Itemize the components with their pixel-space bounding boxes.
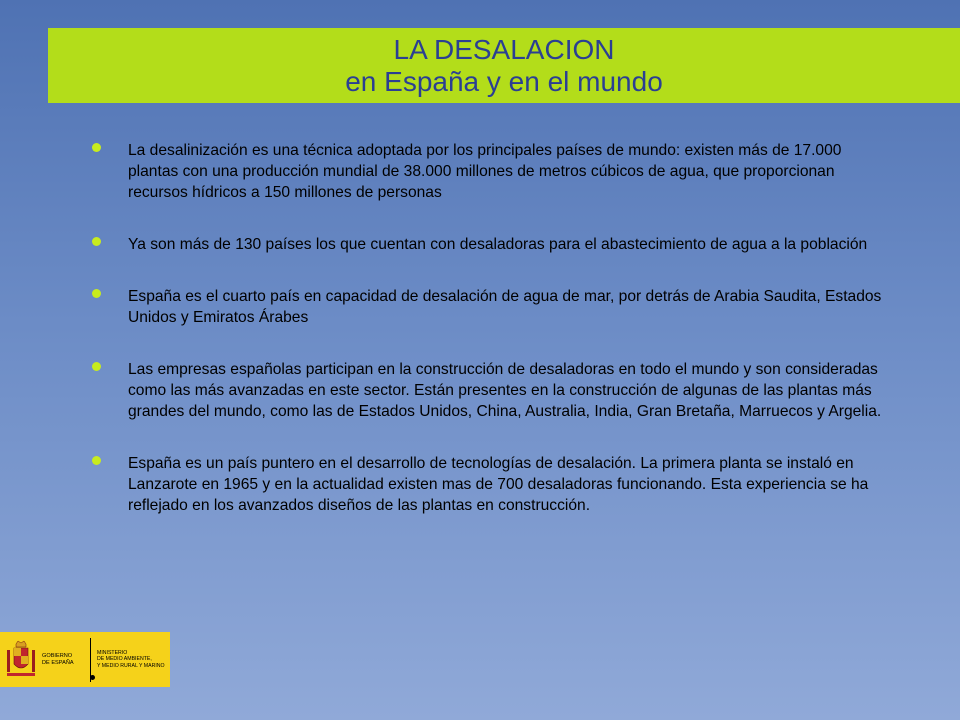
bullet-dot-icon [90, 675, 95, 680]
bullet-text: España es un país puntero en el desarrollo de tecnologías de desalación. La primera planta se instaló en Lanzarote en 1965 y en la actualidad existen mas de 700 desaladoras funcionando. Esta experiencia se ha reflejado en los avanzados diseños de las plantas en construcción. [128, 455, 869, 514]
ministry-logo [0, 632, 170, 687]
bullet-dot-icon [92, 289, 101, 298]
bullet-text: España es el cuarto país en capacidad de desalación de agua de mar, por detrás de Arabia Saudita, Estados Unidos y Emiratos Árabes [128, 288, 882, 326]
bullet-item [90, 286, 890, 328]
bullet-item [90, 234, 890, 255]
slide-title: LA DESALACION [393, 34, 615, 66]
ministerio-label: MINISTERIO DE MEDIO AMBIENTE, Y MEDIO RURAL Y MARINO [97, 649, 165, 669]
bullet-item [90, 453, 890, 516]
bullet-text: Ya son más de 130 países los que cuentan con desaladoras para el abastecimiento de agua a la población [128, 236, 868, 253]
bullet-list [90, 140, 890, 547]
bullet-text: Las empresas españolas participan en la construcción de desaladoras en todo el mundo y son consideradas como las más avanzadas en este sector. Están presentes en la construcción de algunas de las plantas más grandes del mundo, como las de Estados Unidos, China, Australia, India, Gran Bretaña, Marruecos y Argelia. [128, 361, 882, 420]
bullet-dot-icon [92, 456, 101, 465]
bullet-dot-icon [92, 143, 101, 152]
bullet-text: La desalinización es una técnica adoptada por los principales países de mundo: existen más de 17.000 plantas con una producción mundial de 38.000 millones de metros cúbicos de agua, que proporcionan recursos hídricos a 150 millones de personas [128, 142, 842, 201]
bullet-item [90, 359, 890, 422]
bullet-dot-icon [92, 362, 101, 371]
bullet-dot-icon [92, 237, 101, 246]
gobierno-label: GOBIERNO DE ESPAÑA [42, 652, 74, 666]
coat-of-arms-icon [6, 640, 36, 680]
bullet-item [90, 140, 890, 203]
slide-subtitle: en España y en el mundo [345, 65, 663, 97]
slide-title-bar [48, 28, 960, 103]
